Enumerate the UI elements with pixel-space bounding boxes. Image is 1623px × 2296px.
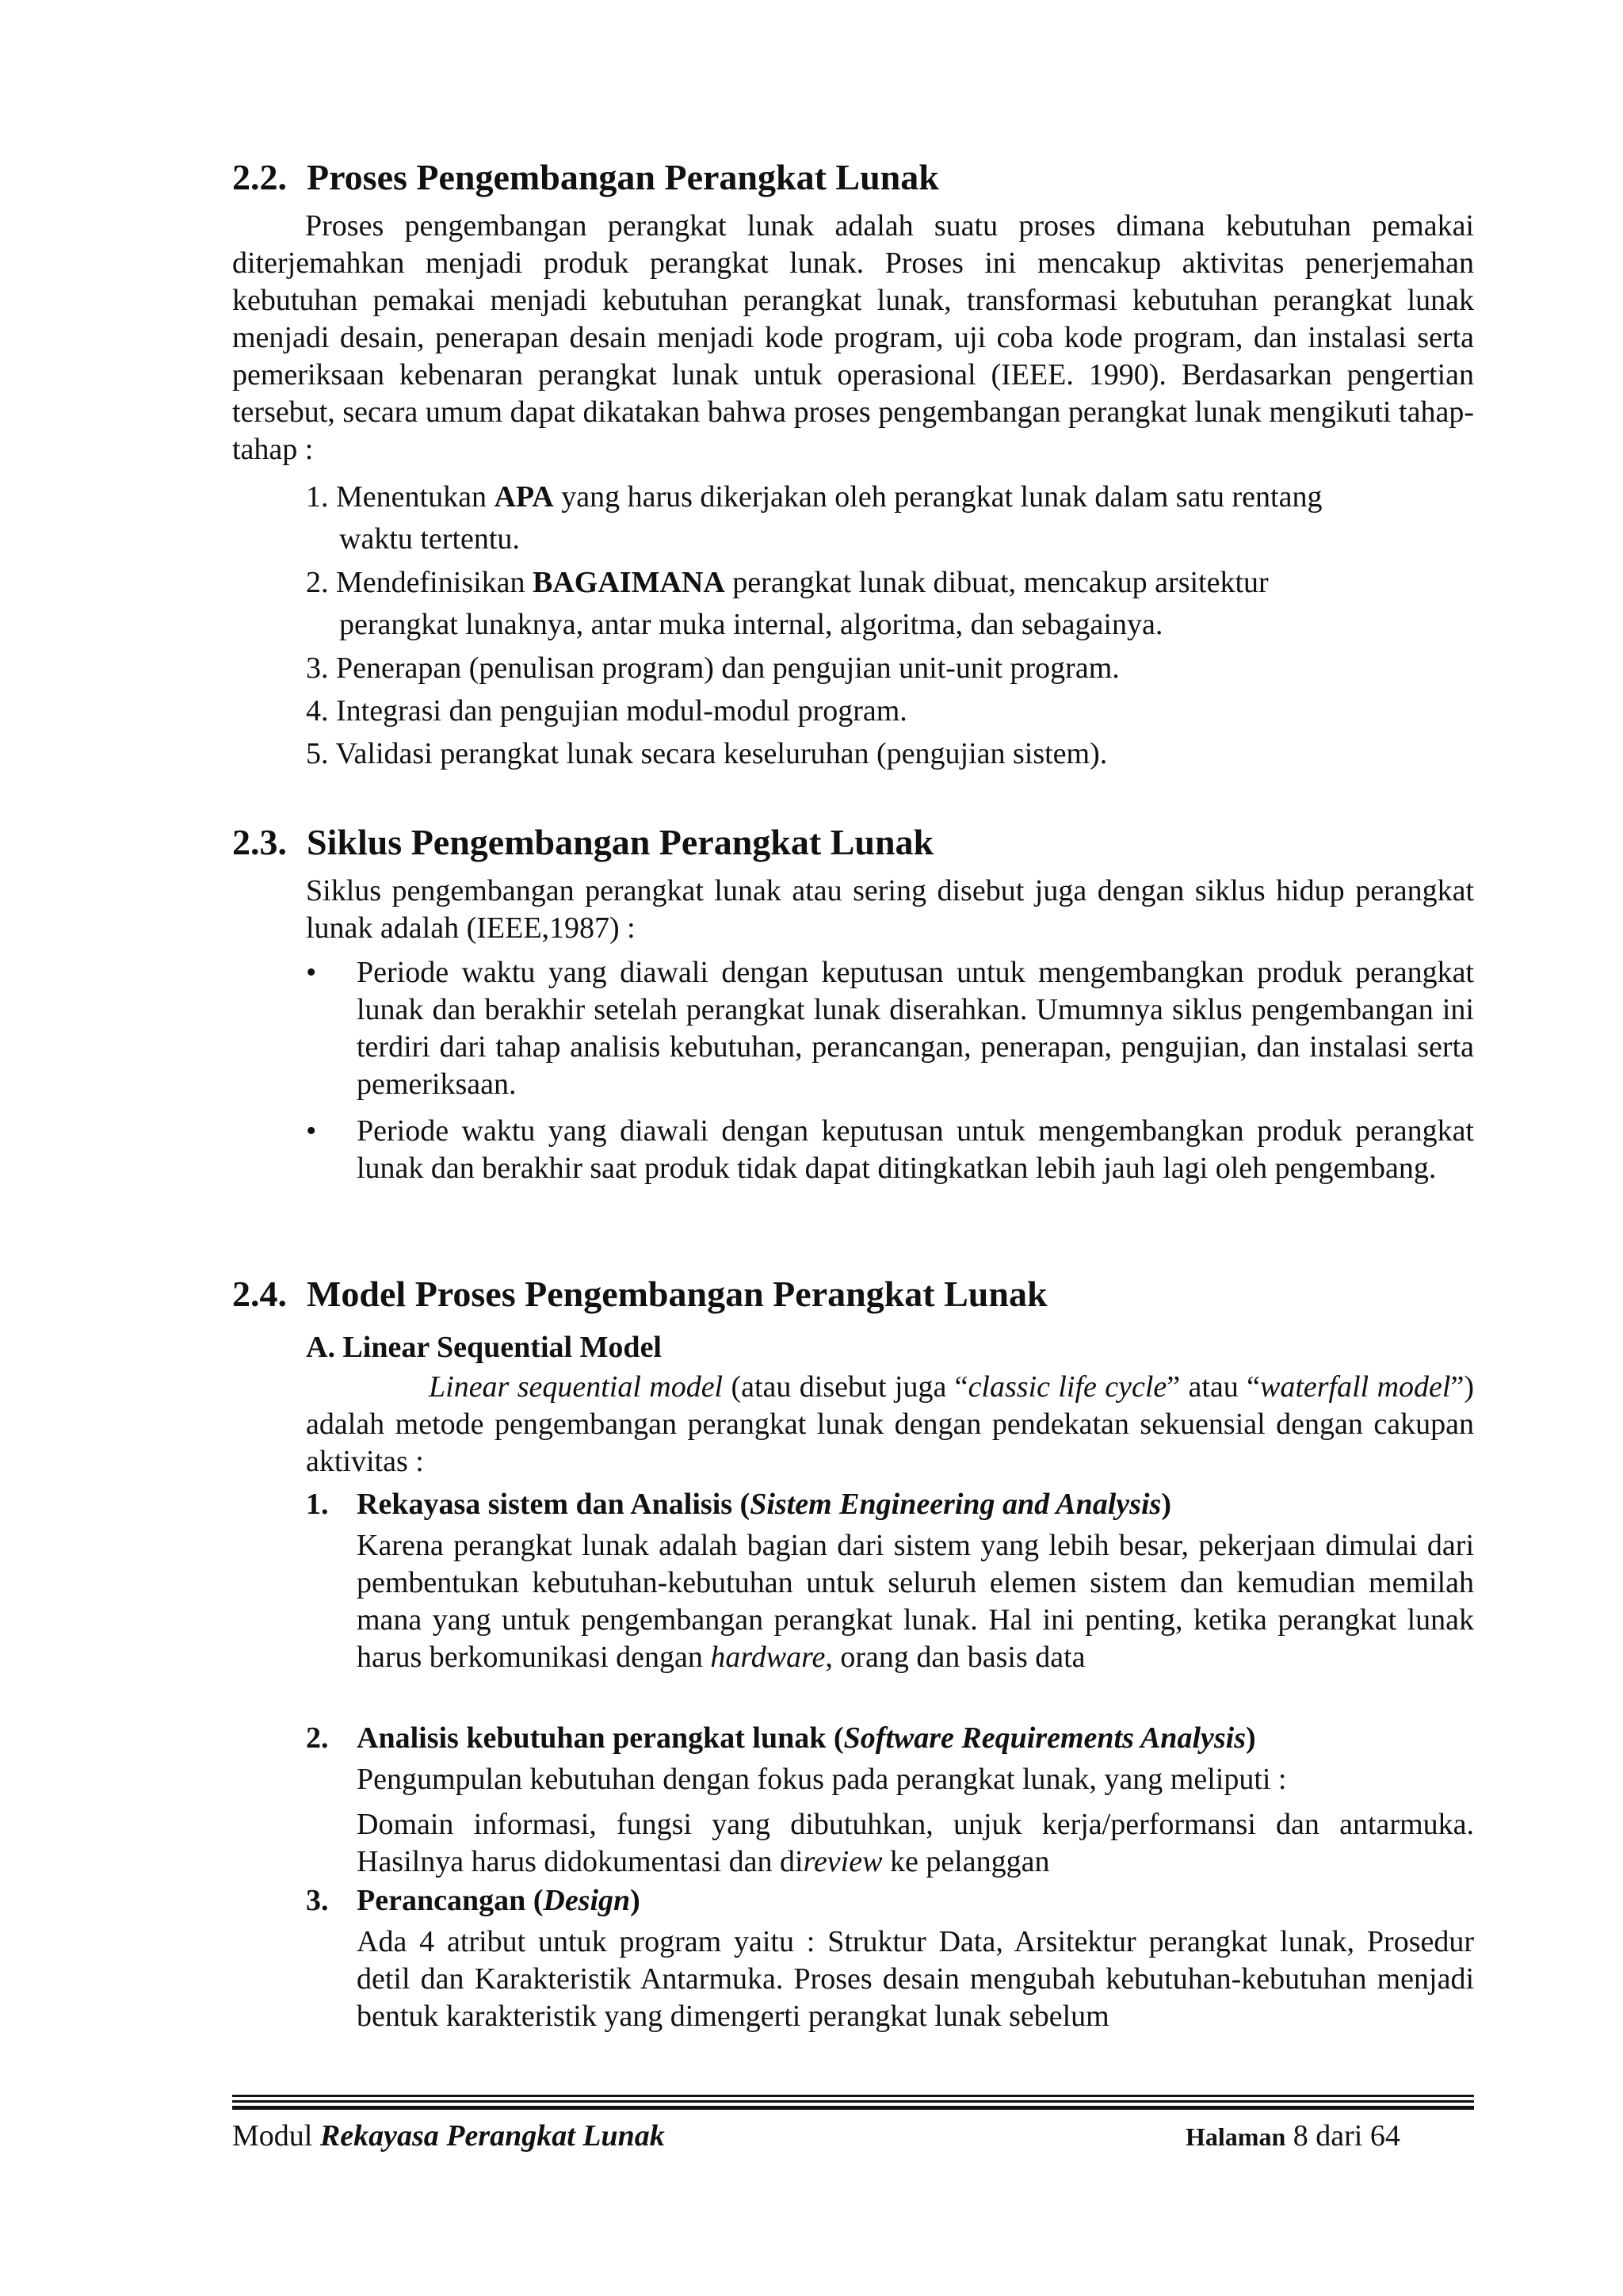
footer-module: Modul Rekayasa Perangkat Lunak — [232, 2119, 665, 2153]
activity-description: Domain informasi, fungsi yang dibutuhkan, unjuk kerja/performansi dan antarmuka. Hasilnya harus didokumentasi dan direview ke pelanggan — [357, 1808, 1474, 1878]
step-item: 1. Menentukan APA yang harus dikerjakan oleh perangkat lunak dalam satu rentang waktu tertentu. — [306, 480, 1323, 556]
step-item: 2. Mendefinisikan BAGAIMANA perangkat lunak dibuat, mencakup arsitektur perangkat lunaknya, antar muka internal, algoritma, dan sebagainya. — [306, 566, 1269, 641]
step-item: 4. Integrasi dan pengujian modul-modul program. — [306, 694, 907, 728]
activity-title: Perancangan (Design) — [357, 1884, 640, 1917]
section-2-3-heading — [232, 821, 934, 864]
bullet-item: Periode waktu yang diawali dengan keputusan untuk mengembangkan produk perangkat lunak dan berakhir saat produk tidak dapat ditingkatkan lebih jauh lagi oleh pengembang. — [357, 1114, 1474, 1185]
activity-description: Karena perangkat lunak adalah bagian dari sistem yang lebih besar, pekerjaan dimulai dari pembentukan kebutuhan-kebutuhan untuk seluruh elemen sistem dan kemudian memilah mana yang untuk pengembangan perangkat lunak. Hal ini penting, ketika perangkat lunak harus berkomunikasi dengan hardware, orang dan basis data — [357, 1529, 1474, 1674]
activity-title: Analisis kebutuhan perangkat lunak (Software Requirements Analysis) — [357, 1721, 1256, 1755]
section-2-2-heading — [232, 156, 939, 199]
footer-divider — [232, 2106, 1474, 2110]
section-title: Siklus Pengembangan Perangkat Lunak — [307, 822, 934, 862]
activity-title: Rekayasa sistem dan Analisis (Sistem Engineering and Analysis) — [357, 1488, 1171, 1521]
bullet-icon: • — [306, 956, 317, 989]
section-number: 2.3. — [232, 822, 287, 862]
step-item: 5. Validasi perangkat lunak secara keseluruhan (pengujian sistem). — [306, 737, 1108, 770]
activity-number: 2. — [306, 1721, 329, 1755]
activity-number: 1. — [306, 1488, 329, 1521]
section-2-3-paragraph: Siklus pengembangan perangkat lunak atau sering disebut juga dengan siklus hidup perangkat lunak adalah (IEEE,1987) : — [306, 874, 1474, 945]
bullet-icon: • — [306, 1114, 317, 1148]
activity-description: Pengumpulan kebutuhan dengan fokus pada perangkat lunak, yang meliputi : — [357, 1763, 1287, 1796]
activity-description: Ada 4 atribut untuk program yaitu : Struktur Data, Arsitektur perangkat lunak, Prosedur detil dan Karakteristik Antarmuka. Proses desain mengubah kebutuhan-kebutuhan menjadi bentuk karakteristik yang dimengerti perangkat lunak sebelum — [357, 1925, 1474, 2033]
section-2-2-paragraph: Proses pengembangan perangkat lunak adalah suatu proses dimana kebutuhan pemakai diterjemahkan menjadi produk perangkat lunak. Proses ini mencakup aktivitas penerjemahan kebutuhan pemakai menjadi kebutuhan perangkat lunak, transformasi kebutuhan perangkat lunak menjadi desain, penerapan desain menjadi kode program, uji coba kode program, dan instalasi serta pemeriksaan kebenaran perangkat lunak untuk operasional (IEEE. 1990). Berdasarkan pengertian tersebut, secara umum dapat dikatakan bahwa proses pengembangan perangkat lunak mengikuti tahap-tahap : — [232, 209, 1474, 466]
section-number: 2.2. — [232, 157, 287, 197]
section-2-4-heading — [232, 1273, 1048, 1316]
activity-number: 3. — [306, 1884, 329, 1917]
footer-divider — [232, 2095, 1474, 2097]
page-indicator: Halaman 8 dari 64 — [1186, 2119, 1400, 2153]
model-intro-paragraph: Linear sequential model (atau disebut juga “classic life cycle” atau “waterfall model”) adalah metode pengembangan perangkat lunak dengan pendekatan sekuensial dengan cakupan aktivitas : — [306, 1370, 1474, 1478]
section-number: 2.4. — [232, 1274, 287, 1314]
step-item: 3. Penerapan (penulisan program) dan pengujian unit-unit program. — [306, 651, 1120, 685]
subsection-title: A. Linear Sequential Model — [306, 1331, 662, 1364]
footer-divider — [232, 2100, 1474, 2103]
section-title: Proses Pengembangan Perangkat Lunak — [307, 157, 939, 197]
bullet-item: Periode waktu yang diawali dengan keputusan untuk mengembangkan produk perangkat lunak dan berakhir setelah perangkat lunak diserahkan. Umumnya siklus pengembangan ini terdiri dari tahap analisis kebutuhan, perancangan, penerapan, pengujian, dan instalasi serta pemeriksaan. — [357, 956, 1474, 1101]
section-title: Model Proses Pengembangan Perangkat Lunak — [307, 1274, 1048, 1314]
